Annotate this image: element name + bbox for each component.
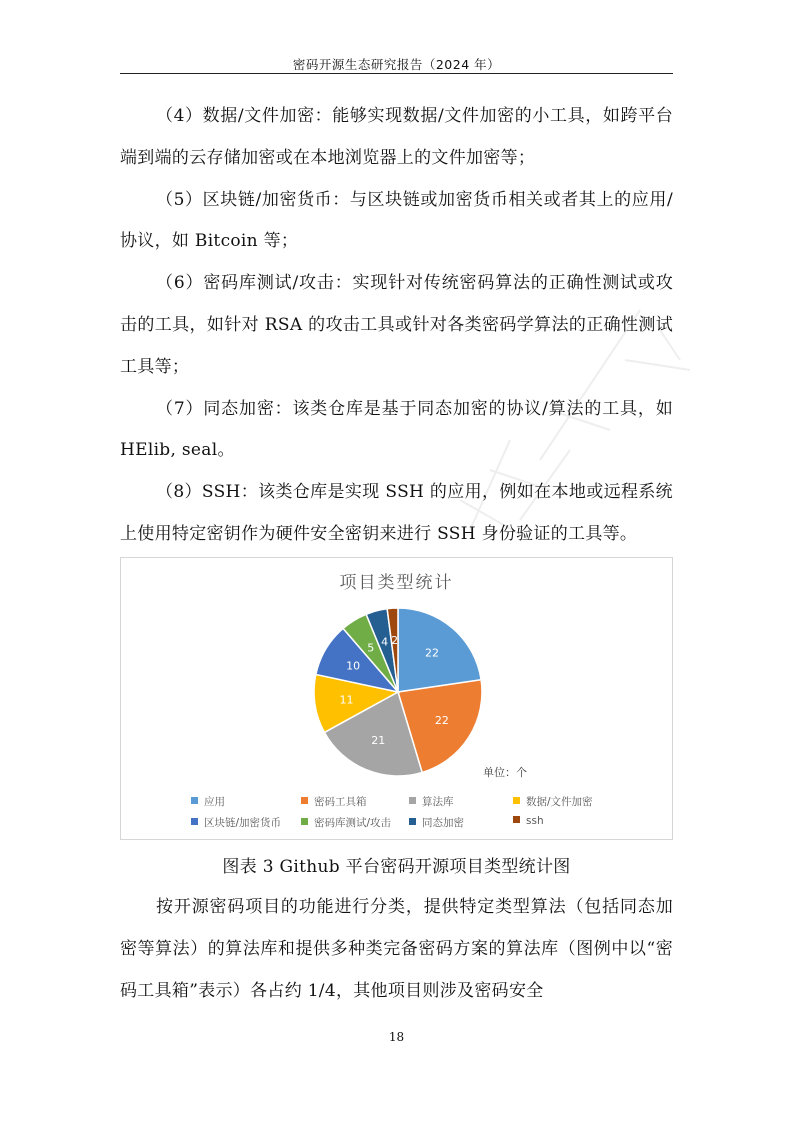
legend-entry [301,794,367,809]
legend-label: 密码库测试/攻击 [314,817,392,829]
running-header: 密码开源生态研究报告（2024 年） [292,57,501,72]
data-label: 10 [346,659,361,673]
body-text-top [120,96,673,556]
legend-swatch [191,818,198,825]
legend-label: 应用 [204,796,225,808]
data-label: 4 [381,635,389,649]
legend-label: 区块链/加密货币 [204,817,282,829]
legend-entry [191,794,225,809]
paragraph: （6）密码库测试/攻击：实现针对传统密码算法的正确性测试或攻击的工具，如针对 RSA 的攻击工具或针对各类密码学算法的正确性测试工具等； [120,273,673,377]
legend-entry [409,815,464,830]
legend-swatch [191,797,198,804]
legend-entry [191,815,281,830]
paragraph: （5）区块链/加密货币：与区块链或加密货币相关或者其上的应用/协议，如 Bitcoin 等； [120,189,673,252]
legend-entry [513,794,593,809]
paragraph: 按开源密码项目的功能进行分类，提供特定类型算法（包括同态加密等算法）的算法库和提供多种类完备密码方案的算法库（图例中以“密码工具箱”表示）各占约 1/4，其他项目则涉及密码安全 [120,897,673,1001]
data-label: 22 [434,713,449,727]
legend-label: 数据/文件加密 [526,796,593,808]
data-label: 2 [391,634,399,648]
legend-swatch [301,818,308,825]
data-label: 5 [367,641,375,655]
data-label: 21 [371,734,386,748]
pie-chart [120,557,673,840]
header-rule [120,73,673,74]
page-number: 18 [388,1030,405,1044]
legend-swatch [301,797,308,804]
body-text-bottom [120,887,673,1012]
data-label: 22 [425,646,440,660]
legend-swatch [409,818,416,825]
data-label: 11 [339,693,354,707]
legend-swatch [513,816,520,823]
legend-entry [513,815,544,827]
chart-legend [121,558,672,839]
figure-caption: 图表 3 Github 平台密码开源项目类型统计图 [222,857,571,877]
paragraph: （7）同态加密：该类仓库是基于同态加密的协议/算法的工具，如 HElib, seal。 [120,398,673,461]
legend-swatch [409,797,416,804]
legend-label: 算法库 [422,796,454,808]
chart-title: 项目类型统计 [339,573,454,593]
legend-entry [301,815,391,830]
legend-entry [409,794,454,809]
legend-label: 密码工具箱 [314,796,367,808]
legend-label: ssh [526,815,544,827]
legend-label: 同态加密 [422,817,464,829]
paragraph: （8）SSH：该类仓库是实现 SSH 的应用，例如在本地或远程系统上使用特定密钥作为硬件安全密钥来进行 SSH 身份验证的工具等。 [120,482,673,544]
paragraph: （4）数据/文件加密：能够实现数据/文件加密的小工具，如跨平台端到端的云存储加密或在本地浏览器上的文件加密等； [120,106,673,168]
chart-unit-label: 单位：个 [483,766,527,779]
legend-swatch [513,797,520,804]
